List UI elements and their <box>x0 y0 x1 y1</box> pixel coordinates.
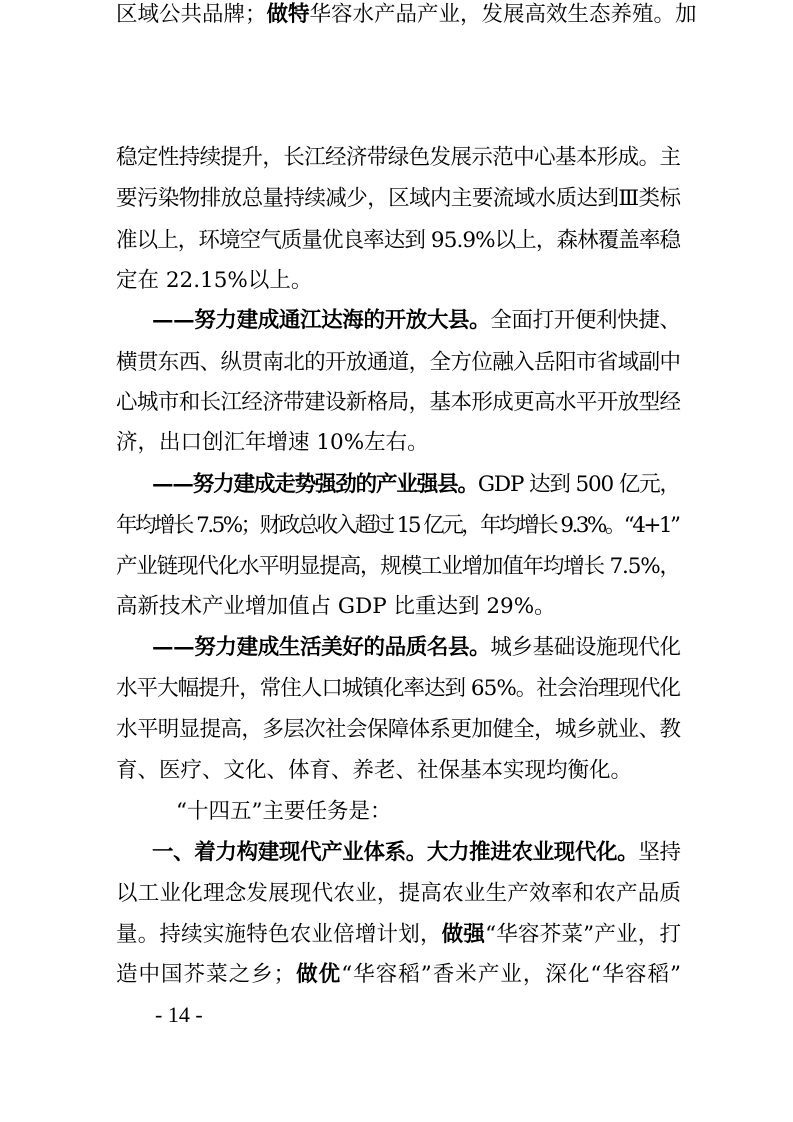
text-line <box>116 920 681 950</box>
text-run: 稳定性持续提升，长江经济带绿色发展示范中心基本形成。主 <box>116 145 681 170</box>
text-line <box>116 756 632 786</box>
text-line <box>116 879 681 909</box>
text-run: 全面打开便利快捷、 <box>490 308 681 333</box>
bold-text: 一、着力构建现代产业体系。 <box>152 840 427 865</box>
text-run: 以工业化理念发展现代农业，提高农业生产效率和农产品质 <box>116 881 682 906</box>
text-run: 量。持续实施特色农业倍增计划， <box>116 922 442 947</box>
text-run: 水平明显提高，多层次社会保障体系更加健全，城乡就业、教 <box>116 717 681 742</box>
text-run: 城乡基础设施现代化 <box>490 635 681 660</box>
text-run: 造中国芥菜之乡； <box>116 962 297 987</box>
text-line <box>152 306 681 336</box>
text-line <box>176 797 391 827</box>
text-run: 产业链现代化水平明显提高，规模工业增加值年均增长 7.5%， <box>116 554 680 579</box>
text-run: “十四五”主要任务是： <box>176 799 392 824</box>
text-line <box>152 633 681 663</box>
bold-text: 做强 <box>441 922 486 947</box>
text-line <box>116 674 680 704</box>
text-run: 定在 22.15%以上。 <box>116 268 313 293</box>
text-line <box>116 715 680 745</box>
text-line <box>116 428 429 458</box>
text-run: 准以上，环境空气质量优良率达到 95.9%以上，森林覆盖率稳 <box>116 228 681 253</box>
text-line <box>116 348 680 378</box>
text-run: 横贯东西、纵贯南北的开放通道，全方位融入岳阳市省域副中 <box>116 350 681 375</box>
text-run: 高新技术产业增加值占 GDP 比重达到 29%。 <box>116 594 556 619</box>
text-line <box>116 960 682 990</box>
page-number: - 14 - <box>155 1002 203 1027</box>
bold-text: ——努力建成生活美好的品质名县。 <box>152 635 491 660</box>
text-run: 水平大幅提升，常住人口城镇化率达到 65%。社会治理现代化 <box>116 676 681 701</box>
text-line <box>116 184 680 214</box>
bold-text: 做特 <box>266 2 310 27</box>
text-line <box>116 266 312 296</box>
text-run: “华容芥菜”产业，打 <box>485 922 682 947</box>
text-run: 济，出口创汇年增速 10%左右。 <box>116 430 429 455</box>
text-run: 育、医疗、文化、体育、养老、社保基本实现均衡化。 <box>116 758 633 783</box>
text-line <box>116 143 680 173</box>
bold-text: ——努力建成走势强劲的产业强县。 <box>152 472 478 497</box>
text-line <box>116 552 680 582</box>
text-line <box>116 388 680 418</box>
bold-text: 大力推进农业现代化。 <box>426 840 639 865</box>
bold-text: ——努力建成通江达海的开放大县。 <box>152 308 491 333</box>
text-run: 区域公共品牌； <box>116 2 267 27</box>
text-line <box>116 511 678 541</box>
text-run: 坚持 <box>638 840 681 865</box>
text-line <box>116 592 556 622</box>
text-run: 华容水产品产业，发展高效生态养殖。加 <box>309 2 697 27</box>
text-line <box>152 470 680 500</box>
text-run: 要污染物排放总量持续减少，区域内主要流域水质达到Ⅲ类标 <box>116 186 681 211</box>
text-line <box>116 0 697 30</box>
text-run: GDP 达到 500 亿元， <box>477 472 680 497</box>
text-run: 心城市和长江经济带建设新格局，基本形成更高水平开放型经 <box>116 390 681 415</box>
text-line <box>152 838 681 868</box>
bold-text: 做优 <box>296 962 342 987</box>
text-run: 年均增长 7.5%；财政总收入超过 15 亿元，年均增长 9.3%。“4+1” <box>116 513 679 538</box>
text-run: “华容稻”香米产业，深化“华容稻” <box>341 962 682 987</box>
text-line <box>116 226 680 256</box>
